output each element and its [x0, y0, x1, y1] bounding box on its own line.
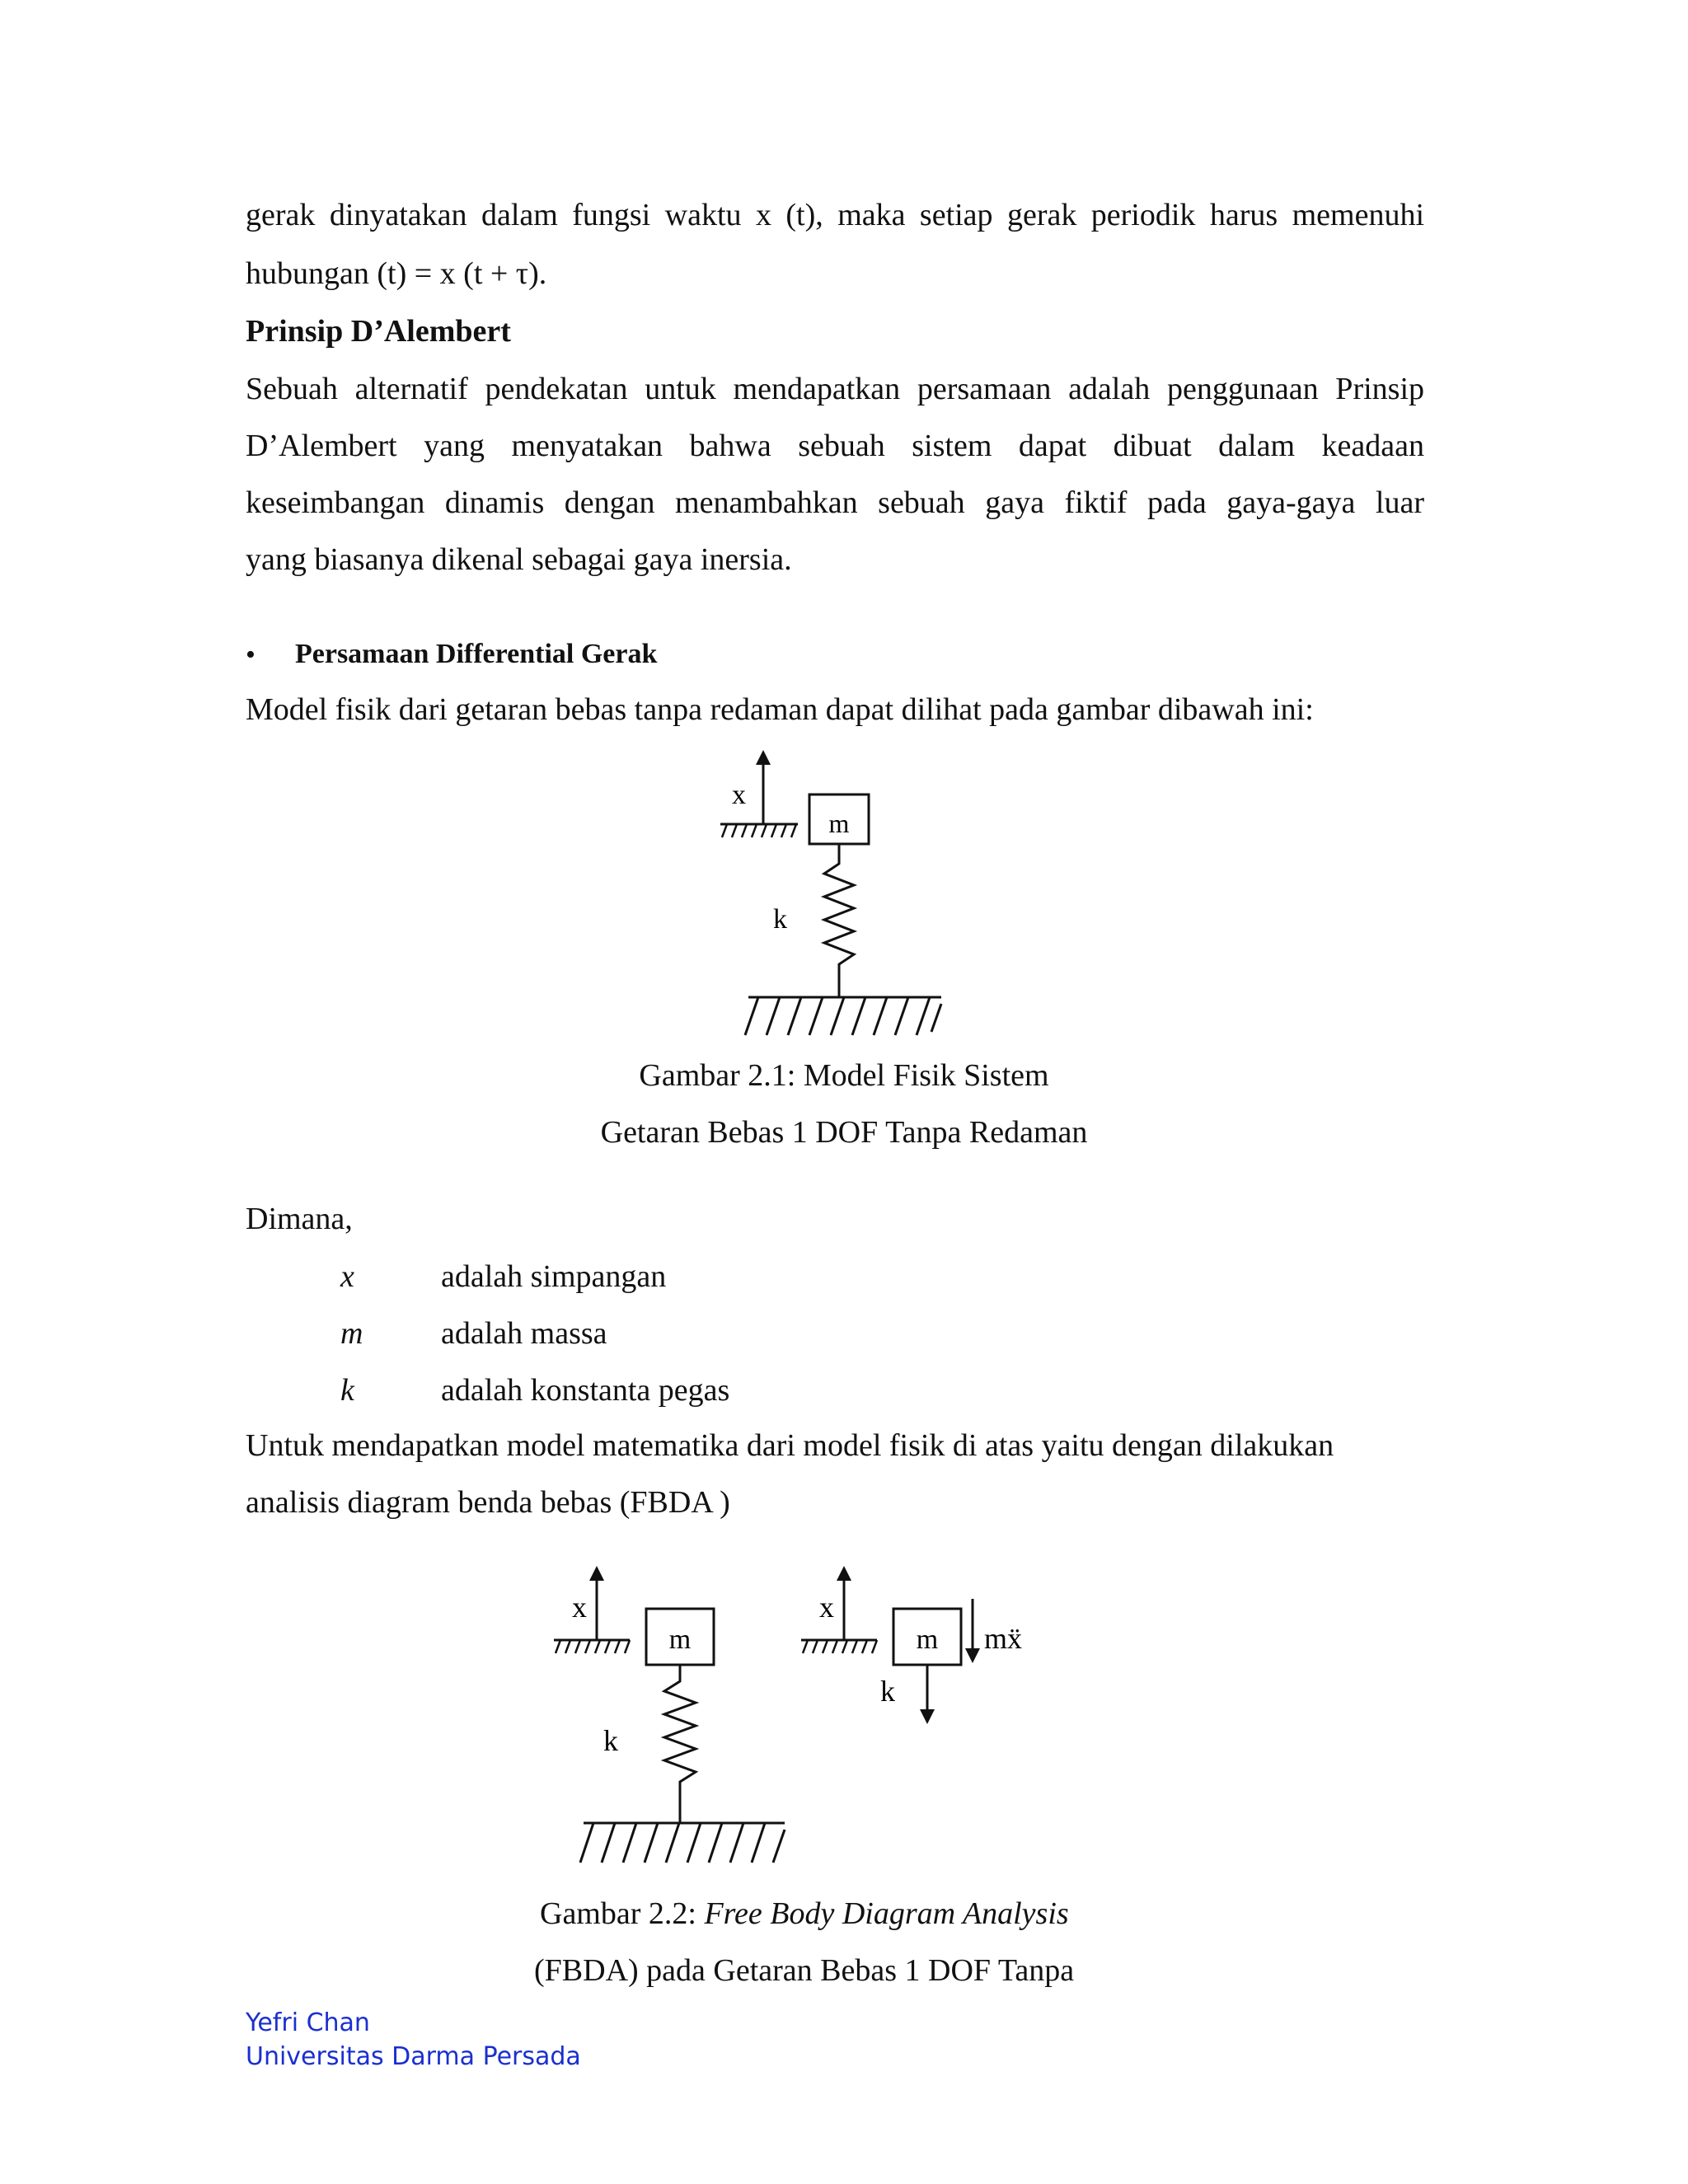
- figure1-ref-hatch: [722, 824, 796, 837]
- figure1-x-arrowhead: [756, 750, 771, 765]
- figure1-label-m: m: [828, 808, 850, 838]
- figure2-caption-italic: Free Body Diagram Analysis: [704, 1896, 1069, 1931]
- figure2-right-label-inertia: mẍ: [984, 1622, 1023, 1655]
- figure2-right-label-x: x: [819, 1591, 834, 1624]
- paragraph3-line2: analisis diagram benda bebas (FBDA ): [246, 1485, 730, 1520]
- figure2-left-label-x: x: [572, 1591, 587, 1624]
- figure1-diagram: [709, 742, 973, 1055]
- bullet-symbol: •: [246, 640, 256, 670]
- figure2-right-label-m: m: [916, 1624, 939, 1655]
- paragraph1-line2: hubungan (t) = x (t + τ).: [246, 256, 547, 291]
- figure2-right-x-arrowhead: [837, 1566, 851, 1581]
- figure2-left-label-k: k: [603, 1724, 618, 1757]
- figure2-left-x-arrowhead: [589, 1566, 604, 1581]
- definition-symbol-x: x: [340, 1259, 354, 1294]
- definition-text-x: adalah simpangan: [441, 1259, 667, 1294]
- figure2-right-spring-force-arrowhead: [920, 1709, 935, 1724]
- paragraph2-line3: keseimbangan dinamis dengan menambahkan sebuah gaya fiktif pada gaya-gaya luar: [246, 485, 1424, 520]
- footer-author: Yefri Chan: [246, 2008, 370, 2037]
- figure2-caption-prefix: Gambar 2.2:: [540, 1896, 705, 1931]
- figure1-caption-line1: Gambar 2.1: Model Fisik Sistem: [639, 1058, 1049, 1093]
- figure2-caption-line2: (FBDA) pada Getaran Bebas 1 DOF Tanpa: [534, 1953, 1075, 1988]
- heading-dalembert: Prinsip D’Alembert: [246, 314, 511, 349]
- figure2-right-inertia-arrowhead: [965, 1648, 980, 1663]
- figure1-label-k: k: [773, 904, 787, 935]
- figure2-caption-line1: [540, 1896, 1069, 1932]
- paragraph1-line1: gerak dinyatakan dalam fungsi waktu x (t), maka setiap gerak periodik harus memenuhi: [246, 198, 1424, 232]
- definition-text-m: adalah massa: [441, 1316, 607, 1351]
- figure2-diagram: [544, 1558, 1055, 1887]
- figure2-right-label-k: k: [880, 1675, 895, 1708]
- figure2-left-spring: [664, 1665, 696, 1823]
- paragraph2-line2: D’Alembert yang menyatakan bahwa sebuah sistem dapat dibuat dalam keadaan: [246, 429, 1424, 463]
- figure2-left-ground-hatch: [580, 1823, 785, 1863]
- figure2-right-ref-hatch: [803, 1640, 877, 1653]
- figure1-caption-line2: Getaran Bebas 1 DOF Tanpa Redaman: [600, 1115, 1088, 1150]
- figure1-spring: [824, 844, 854, 997]
- definition-text-k: adalah konstanta pegas: [441, 1373, 730, 1408]
- bullet-heading: Persamaan Differential Gerak: [295, 639, 658, 669]
- intro-model-text: Model fisik dari getaran bebas tanpa redaman dapat dilihat pada gambar dibawah ini:: [246, 692, 1314, 727]
- paragraph2-line1: Sebuah alternatif pendekatan untuk mendapatkan persamaan adalah penggunaan Prinsip: [246, 372, 1424, 406]
- paragraph2-line4: yang biasanya dikenal sebagai gaya inersia.: [246, 542, 792, 577]
- footer-institution: Universitas Darma Persada: [246, 2042, 581, 2071]
- dimana-label: Dimana,: [246, 1202, 353, 1236]
- figure2-left-ref-hatch: [556, 1640, 630, 1653]
- figure1-label-x: x: [732, 780, 746, 810]
- figure1-ground-hatch: [745, 997, 941, 1035]
- definition-symbol-k: k: [340, 1373, 354, 1408]
- figure2-left-label-m: m: [668, 1624, 692, 1655]
- definition-symbol-m: m: [340, 1316, 363, 1351]
- paragraph3-line1: Untuk mendapatkan model matematika dari model fisik di atas yaitu dengan dilakukan: [246, 1428, 1334, 1463]
